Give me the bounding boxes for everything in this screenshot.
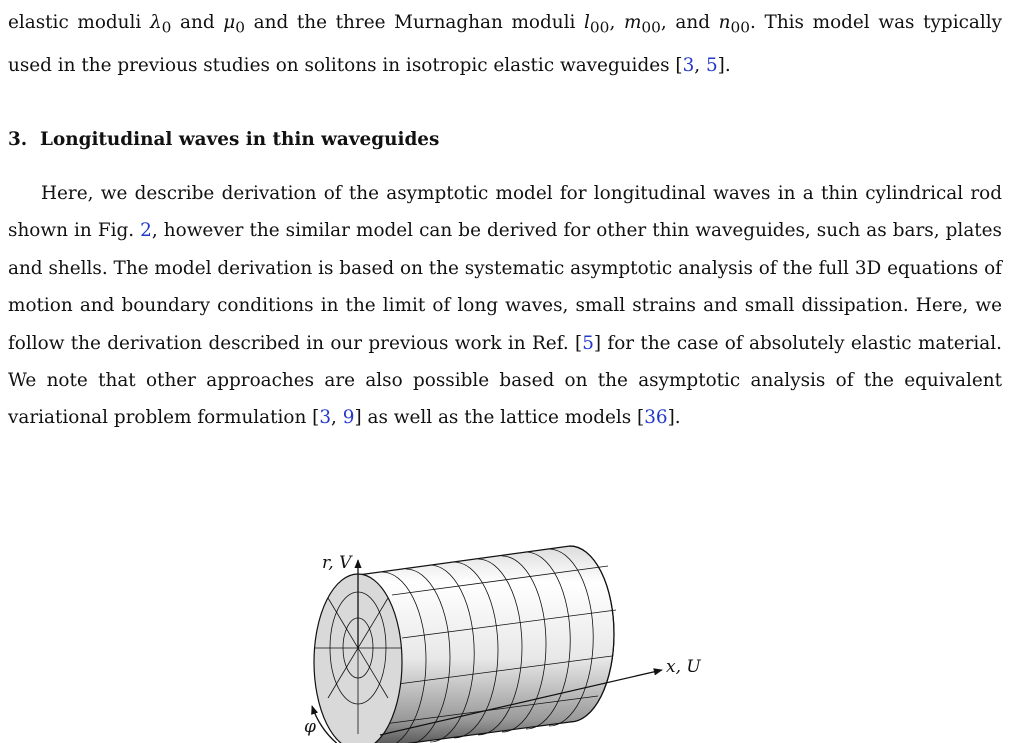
math-subscript: 0	[161, 18, 172, 37]
citation-link[interactable]: 36	[644, 407, 668, 429]
math-m: m	[623, 12, 642, 33]
math-lambda: λ	[149, 12, 162, 33]
paragraph-waveguide-model	[8, 175, 1002, 437]
label-r-v: r, V	[322, 553, 352, 573]
math-subscript: 00	[730, 18, 751, 37]
section-title: Longitudinal waves in thin waveguides	[40, 129, 440, 150]
text-run: elastic moduli	[8, 12, 150, 33]
citation-link[interactable]: 5	[582, 332, 594, 354]
text-run: ,	[609, 12, 624, 33]
text-run: ] as well as the lattice models [	[354, 407, 645, 429]
rod-figure	[300, 538, 720, 743]
section-number: 3.	[8, 129, 28, 150]
text-run: . This model was typically used in the previous studies on solitons in isotropic elastic waveguides [	[8, 12, 1002, 77]
text-run: Here, we describe derivation of the asymptotic model for longitudinal waves in a thin cylindrical rod shown in Fig.	[8, 183, 1002, 242]
text-run: , however the similar model can be derived for other thin waveguides, such as bars, plates and shells. The model derivation is based on the systematic asymptotic analysis of the full 3D equations of motion and boundary conditions in the limit of long waves, small strains and small dissipation. Here, we follow the derivation described in our previous work in Ref. [	[8, 220, 1002, 354]
math-l: l	[584, 12, 590, 33]
paragraph-material-model	[8, 4, 1002, 84]
math-subscript: 00	[641, 18, 661, 37]
citation-link[interactable]: 3	[682, 55, 695, 77]
text-run: ] for the case of absolutely elastic material. We note that other approaches are also possible based on the asymptotic analysis of the equivalent variational problem formulation [	[8, 332, 1002, 429]
rod-diagram	[300, 538, 720, 743]
text-run: , and	[660, 12, 719, 33]
citation-link[interactable]: 5	[705, 55, 718, 77]
math-subscript: 00	[589, 18, 610, 37]
figure-ref-link[interactable]: 2	[140, 220, 152, 242]
text-run: ,	[694, 55, 706, 77]
math-mu: μ	[223, 12, 236, 33]
section-heading	[8, 124, 439, 156]
label-x-u: x, U	[666, 657, 701, 677]
math-n: n	[718, 12, 731, 33]
label-phi: φ	[304, 717, 316, 737]
text-run: ,	[331, 407, 343, 429]
text-run: and the three Murnaghan moduli	[245, 12, 585, 33]
text-run: ].	[667, 407, 681, 429]
math-subscript: 0	[235, 18, 245, 37]
text-run: and	[171, 12, 224, 33]
citation-link[interactable]: 3	[319, 407, 332, 429]
citation-link[interactable]: 9	[342, 407, 355, 429]
text-run: ].	[717, 55, 731, 77]
